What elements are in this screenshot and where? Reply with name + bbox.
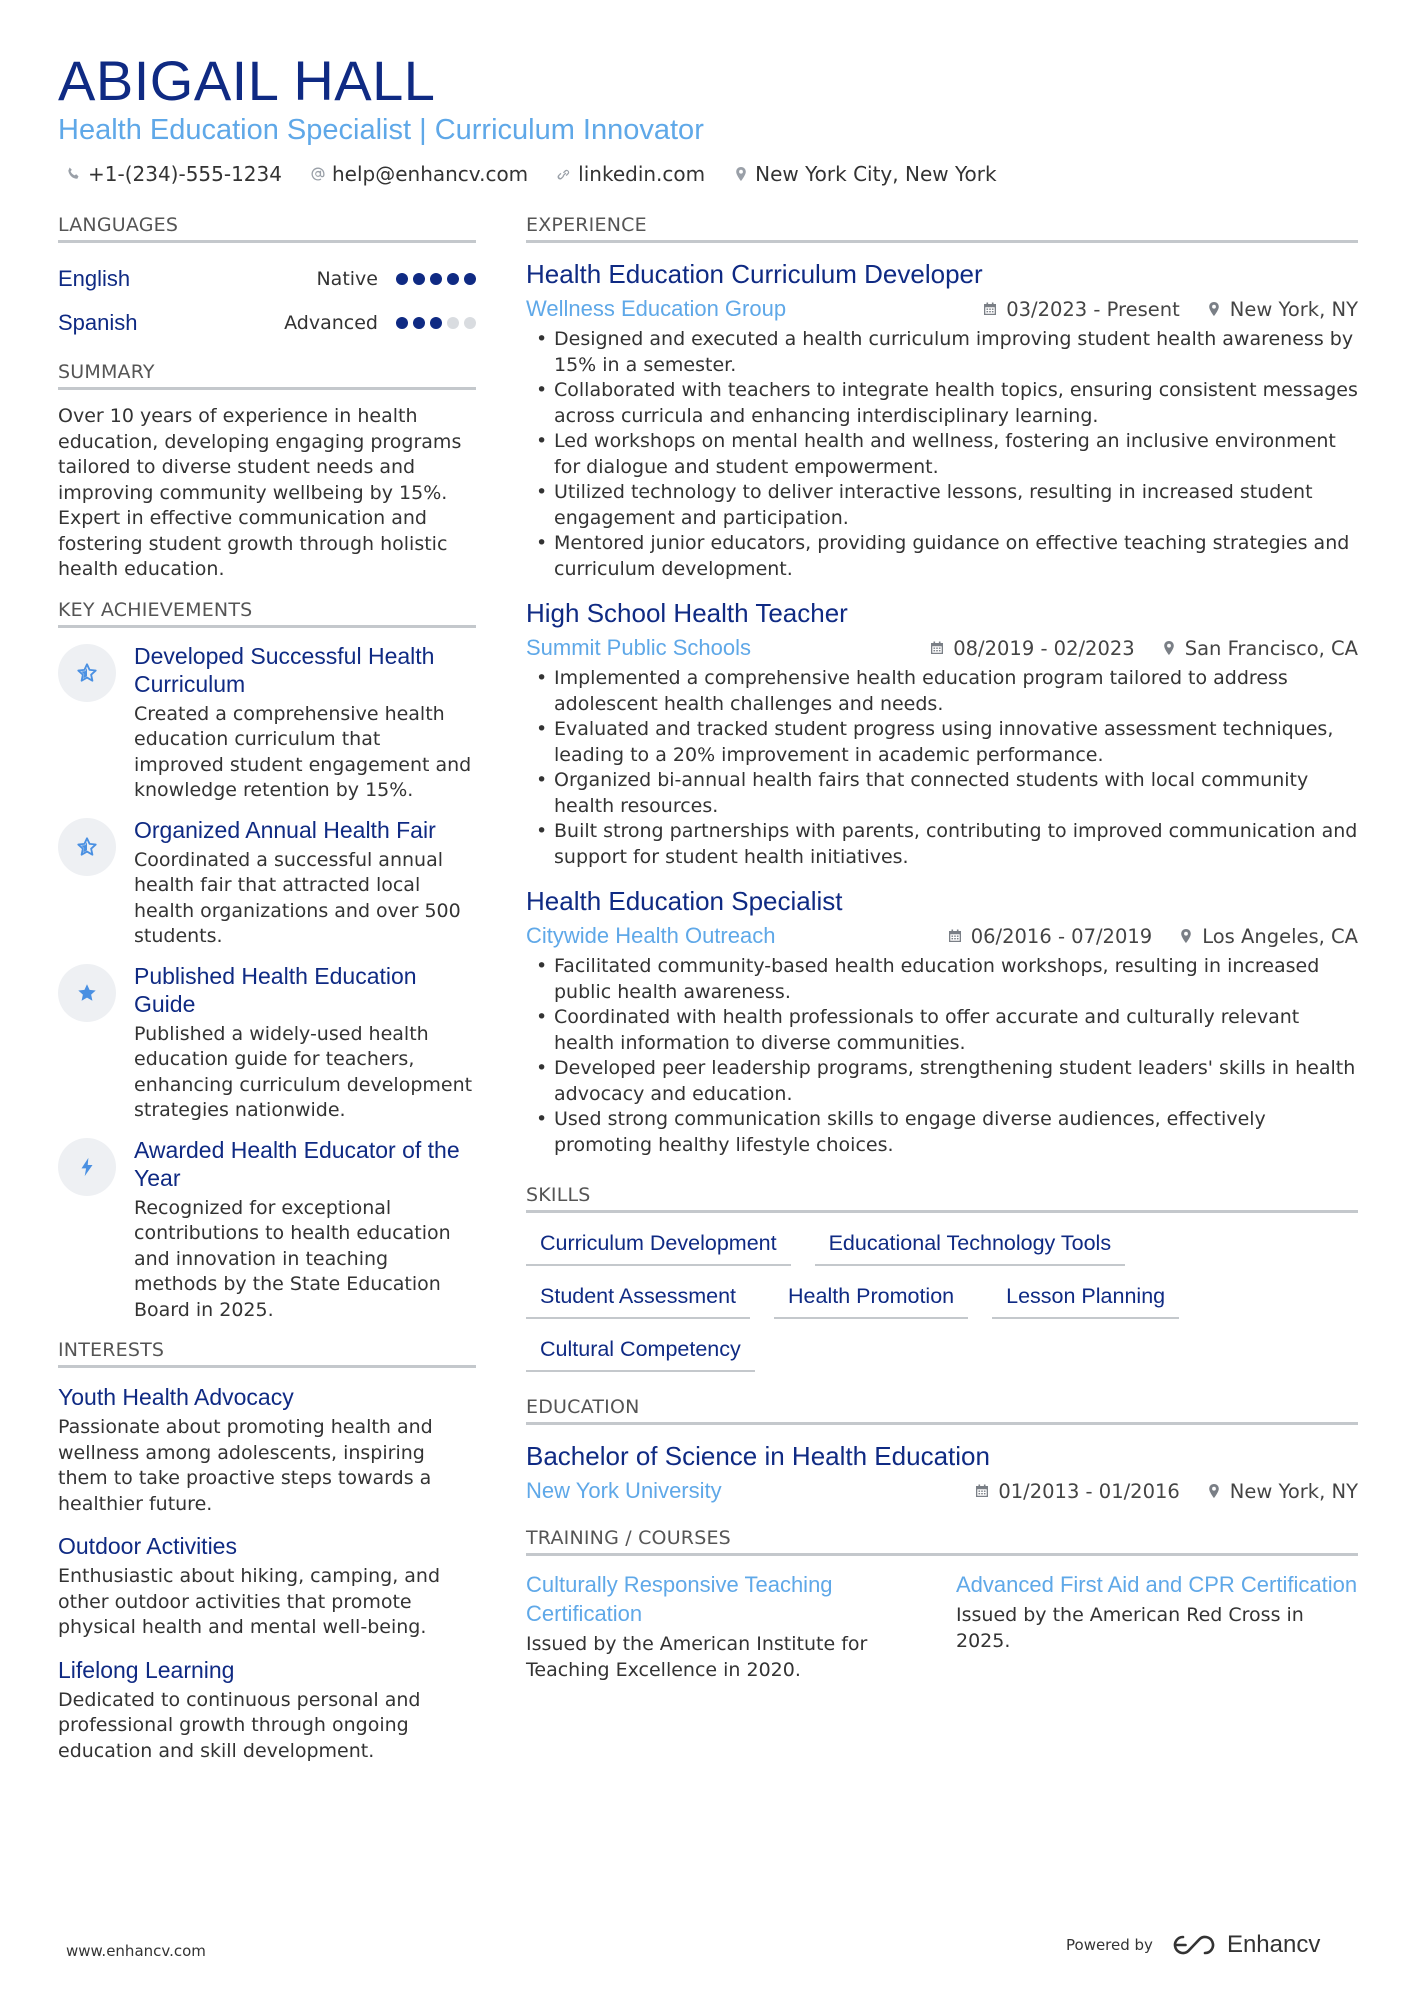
job-title: High School Health Teacher	[526, 598, 848, 628]
calendar-icon	[929, 640, 945, 656]
language-row	[58, 257, 476, 301]
rating-dot	[430, 317, 442, 329]
achievement-text: Published a widely-used health education guide for teachers, enhancing curriculum development strategies nationwide.	[134, 1022, 473, 1121]
candidate-name: ABIGAIL HALL	[58, 49, 436, 112]
school-name: New York University	[526, 1478, 722, 1503]
training-title: Advanced First Aid and CPR Certification	[956, 1572, 1358, 1597]
training-item	[956, 1570, 1358, 1683]
training-item	[526, 1570, 928, 1683]
brand-logo[interactable]	[1171, 1931, 1320, 1959]
interest-text: Dedicated to continuous personal and professional growth through ongoing education and skill development.	[58, 1688, 421, 1762]
location-icon	[1178, 928, 1194, 944]
bullet-item: • Organized bi-annual health fairs that connected students with local community health resources.	[526, 768, 1358, 819]
bullet-item: • Utilized technology to deliver interactive lessons, resulting in increased student engagement and participation.	[526, 480, 1358, 531]
location-icon	[733, 166, 749, 182]
footer-branding	[1066, 1931, 1320, 1959]
achievement-title: Developed Successful Health Curriculum	[134, 642, 435, 697]
skills-section	[526, 1184, 1358, 1372]
star-icon	[58, 964, 116, 1022]
at-icon	[310, 166, 326, 182]
enhancv-logo-icon	[1171, 1933, 1217, 1957]
bullet-item: • Evaluated and tracked student progress using innovative assessment techniques, leading to a 20% improvement in academic performance.	[526, 717, 1358, 768]
languages-heading: LANGUAGES	[58, 214, 476, 243]
bullet-item: • Mentored junior educators, providing guidance on effective teaching strategies and curriculum development.	[526, 531, 1358, 582]
footer-website[interactable]: www.enhancv.com	[66, 1942, 206, 1960]
rating-dot	[396, 317, 408, 329]
job-bullets	[526, 954, 1358, 1158]
job-location: Los Angeles, CA	[1202, 924, 1358, 948]
degree-title: Bachelor of Science in Health Education	[526, 1441, 990, 1471]
calendar-icon	[947, 928, 963, 944]
achievement-item	[58, 962, 476, 1124]
bullet-item: • Coordinated with health professionals to offer accurate and culturally relevant health information to diverse communities.	[526, 1005, 1358, 1056]
language-rating	[396, 317, 476, 329]
contact-phone-text: +1-(234)-555-1234	[88, 162, 282, 186]
rating-dot	[464, 317, 476, 329]
training-section	[526, 1527, 1358, 1683]
left-column	[58, 214, 476, 1780]
bullet-item: • Used strong communication skills to engage diverse audiences, effectively promoting healthy lifestyle choices.	[526, 1107, 1358, 1158]
interest-item	[58, 1382, 476, 1517]
brand-name: Enhancv	[1226, 1931, 1321, 1958]
achievement-text: Created a comprehensive health education curriculum that improved student engagement and knowledge retention by 15%.	[134, 702, 472, 801]
location-icon	[1206, 1483, 1222, 1499]
job-entry	[526, 257, 1358, 582]
job-dates: 06/2016 - 07/2019	[970, 924, 1153, 948]
calendar-icon	[982, 301, 998, 317]
calendar-icon	[974, 1483, 990, 1499]
summary-heading: SUMMARY	[58, 361, 476, 390]
education-section	[526, 1396, 1358, 1509]
skill-tag: Student Assessment	[526, 1280, 750, 1319]
bullet-item: • Designed and executed a health curriculum improving student health awareness by 15% in a semester.	[526, 327, 1358, 378]
education-location: New York, NY	[1229, 1479, 1358, 1503]
candidate-tagline: Health Education Specialist | Curriculum Innovator	[58, 114, 704, 146]
job-entry	[526, 884, 1358, 1158]
language-name: Spanish	[58, 310, 138, 335]
bullet-item: • Collaborated with teachers to integrate health topics, ensuring consistent messages across curricula and enhancing interdisciplinary learning.	[526, 378, 1358, 429]
languages-section	[58, 214, 476, 345]
achievement-text: Coordinated a successful annual health fair that attracted local health organizations and over 500 students.	[134, 848, 461, 947]
job-title: Health Education Curriculum Developer	[526, 259, 983, 289]
job-company: Wellness Education Group	[526, 296, 787, 321]
rating-dot	[464, 273, 476, 285]
skill-tag: Curriculum Development	[526, 1227, 791, 1266]
bullet-item: • Developed peer leadership programs, strengthening student leaders' skills in health advocacy and education.	[526, 1056, 1358, 1107]
language-level: Native	[316, 268, 378, 290]
bullet-item: • Led workshops on mental health and wellness, fostering an inclusive environment for dialogue and student empowerment.	[526, 429, 1358, 480]
skills-heading: SKILLS	[526, 1184, 1358, 1213]
contact-email-text: help@enhancv.com	[331, 162, 529, 186]
job-company: Summit Public Schools	[526, 635, 751, 660]
location-icon	[1206, 301, 1222, 317]
job-dates: 08/2019 - 02/2023	[953, 636, 1135, 660]
lightning-icon	[58, 1138, 116, 1196]
achievement-item	[58, 816, 476, 950]
job-location: New York, NY	[1229, 297, 1358, 321]
interest-title: Youth Health Advocacy	[58, 1384, 294, 1410]
interest-text: Enthusiastic about hiking, camping, and other outdoor activities that promote physical health and mental well-being.	[58, 1565, 441, 1638]
interests-section	[58, 1339, 476, 1764]
language-rating	[396, 273, 476, 285]
interest-title: Lifelong Learning	[58, 1656, 235, 1683]
achievement-item	[58, 1136, 476, 1324]
contact-phone[interactable]	[66, 162, 282, 186]
language-level: Advanced	[284, 312, 378, 334]
rating-dot	[413, 317, 425, 329]
star-outline-icon	[58, 818, 116, 876]
job-location: San Francisco, CA	[1184, 636, 1358, 660]
skill-tag: Health Promotion	[774, 1280, 968, 1319]
rating-dot	[447, 273, 459, 285]
rating-dot	[396, 273, 408, 285]
summary-section	[58, 361, 476, 583]
bullet-item: • Built strong partnerships with parents, contributing to improved communication and support for student health initiatives.	[526, 819, 1358, 870]
right-column	[526, 214, 1358, 1699]
link-icon	[556, 166, 572, 182]
job-company: Citywide Health Outreach	[526, 923, 776, 948]
experience-heading: EXPERIENCE	[526, 214, 1358, 243]
interest-item	[58, 1655, 476, 1765]
rating-dot	[430, 273, 442, 285]
powered-by-label: Powered by	[1066, 1936, 1153, 1954]
achievement-title: Awarded Health Educator of the Year	[134, 1136, 460, 1191]
training-title: Culturally Responsive Teaching Certification	[526, 1572, 833, 1626]
achievement-text: Recognized for exceptional contributions to health education and innovation in teaching methods by the State Education Board in 2025.	[134, 1196, 451, 1321]
contact-linkedin-text: linkedin.com	[578, 162, 706, 186]
achievement-title: Organized Annual Health Fair	[134, 816, 436, 843]
interest-title: Outdoor Activities	[58, 1533, 237, 1559]
bullet-item: • Facilitated community-based health education workshops, resulting in increased public health awareness.	[526, 954, 1358, 1005]
education-heading: EDUCATION	[526, 1396, 1358, 1425]
job-bullets	[526, 666, 1358, 870]
language-row	[58, 301, 476, 345]
contact-bar	[66, 162, 997, 186]
language-name: English	[58, 266, 131, 291]
job-dates: 03/2023 - Present	[1006, 297, 1180, 321]
bullet-item: • Implemented a comprehensive health education program tailored to address adolescent health challenges and needs.	[526, 666, 1358, 717]
contact-location-text: New York City, New York	[755, 162, 997, 186]
summary-text: Over 10 years of experience in health education, developing engaging programs tailored to diverse student needs and improving community wellbeing by 15%. Expert in effective communication and fostering student growth through holistic health education.	[58, 405, 462, 580]
star-outline-icon	[58, 644, 116, 702]
skill-tag: Cultural Competency	[526, 1333, 755, 1372]
job-title: Health Education Specialist	[526, 886, 843, 916]
experience-section	[526, 214, 1358, 1158]
rating-dot	[447, 317, 459, 329]
contact-email[interactable]	[310, 162, 528, 186]
education-dates: 01/2013 - 01/2016	[998, 1479, 1180, 1503]
contact-location	[733, 162, 996, 186]
achievements-section	[58, 599, 476, 1324]
contact-linkedin[interactable]	[556, 162, 705, 186]
training-text: Issued by the American Red Cross in 2025.	[956, 1604, 1304, 1652]
job-bullets	[526, 327, 1358, 582]
skill-tag: Educational Technology Tools	[815, 1227, 1126, 1266]
interest-text: Passionate about promoting health and wellness among adolescents, inspiring them to take proactive steps towards a healthier future.	[58, 1416, 433, 1515]
skill-tag: Lesson Planning	[992, 1280, 1179, 1319]
achievement-item	[58, 642, 476, 804]
rating-dot	[413, 273, 425, 285]
training-text: Issued by the American Institute for Teaching Excellence in 2020.	[526, 1633, 868, 1681]
phone-icon	[66, 166, 82, 182]
training-heading: TRAINING / COURSES	[526, 1527, 1358, 1556]
achievements-heading: KEY ACHIEVEMENTS	[58, 599, 476, 628]
interest-item	[58, 1531, 476, 1641]
interests-heading: INTERESTS	[58, 1339, 476, 1368]
job-entry	[526, 596, 1358, 870]
achievement-title: Published Health Education Guide	[134, 962, 417, 1017]
location-icon	[1161, 640, 1177, 656]
skills-list	[526, 1227, 1226, 1372]
